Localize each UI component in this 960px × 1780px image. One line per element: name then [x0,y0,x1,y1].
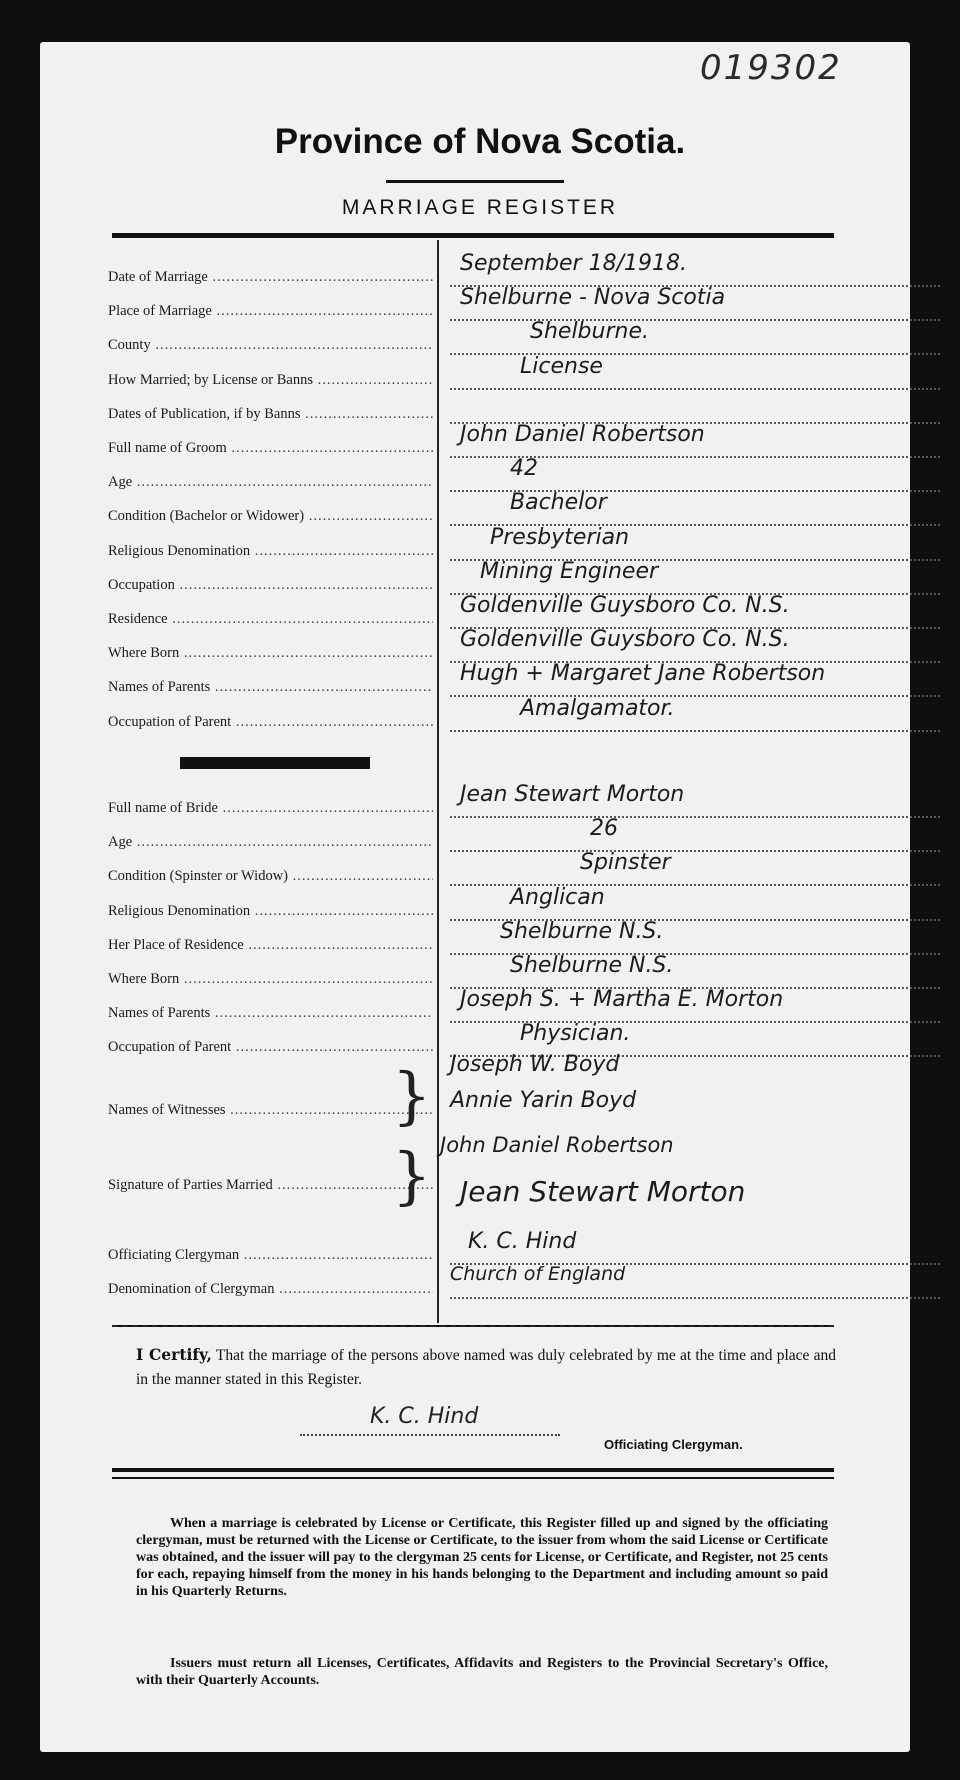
bride-field-label: Condition (Spinster or Widow) ..... [108,868,433,885]
groom-row [108,490,960,528]
groom-field-label: Residence ..... [108,611,433,628]
groom-field-value: Shelburne. [530,319,649,345]
groom-row [108,558,960,597]
groom-row [108,319,960,357]
parties-brace: } [392,1139,432,1212]
bride-field-label: Her Place of Residence ..... [108,937,433,954]
groom-field-value: License [520,353,603,379]
parties-label: Signature of Parties Married ..... [108,1177,433,1194]
title-underline [386,180,564,183]
witnesses-label: Names of Witnesses ..... [108,1102,433,1119]
section-separator [180,757,370,769]
certification-divider [112,1325,834,1327]
bride-field-value: Physician. [520,1021,631,1047]
groom-row [108,695,960,734]
groom-field-value: Goldenville Guysboro Co. N.S. [460,593,790,618]
groom-field-value: John Daniel Robertson [460,422,705,447]
groom-row [108,353,960,392]
groom-row [108,392,960,426]
bride-field-leader [450,828,940,852]
clergy-denomination-value: Church of England [450,1263,626,1285]
instructions-paragraph: When a marriage is celebrated by License or Certificate, this Register filled up and signed by the officiating clergyman, must be returned with the License or Certificate, to the issuer from whom the said License or Certificate was obtained, and the issuer will pay to the clergyman 25 cents for License, or Certificate, and Register, not 25 cents for each, repaying himself from the money in his hands belonging to the Department and including amount so paid in his Quarterly Returns. [136,1516,828,1599]
bride-field-label: Religious Denomination ..... [108,903,433,920]
bride-row [108,918,960,957]
groom-field-value: Mining Engineer [480,558,659,584]
groom-field-label: Place of Marriage ..... [108,303,433,320]
groom-field-value: Amalgamator. [520,695,675,721]
groom-row [108,251,960,289]
groom-field-value: Goldenville Guysboro Co. N.S. [460,627,790,653]
groom-field-label: Occupation of Parent ..... [108,714,433,731]
groom-field-label: Names of Parents ..... [108,679,433,696]
bride-row [108,850,960,888]
bride-field-value: 26 [590,816,618,842]
groom-field-value: September 18/1918. [460,251,687,276]
bride-row [108,987,960,1025]
bride-field-label: Age ..... [108,834,433,851]
officiating-clergyman-label: Officiating Clergyman ..... [108,1247,433,1264]
header-divider [112,233,834,238]
clergy-denomination-label: Denomination of Clergyman ..... [108,1281,433,1298]
certification-text [136,1343,836,1392]
groom-row [108,524,960,563]
bride-row [108,884,960,923]
officiating-clergyman-value: K. C. Hind [468,1229,577,1254]
bride-field-value: Spinster [580,850,671,876]
groom-field-value: Bachelor [510,490,607,516]
witness-2: Annie Yarin Boyd [450,1088,637,1113]
groom-field-label: How Married; by License or Banns ..... [108,372,433,389]
certify-lead: I Certify, [136,1345,212,1364]
witnesses-brace: } [392,1059,432,1132]
form-title: Province of Nova Scotia. [274,122,686,161]
party-bride-signature: Jean Stewart Morton [460,1175,746,1208]
groom-row [108,456,960,494]
groom-field-label: Full name of Groom ..... [108,440,433,457]
groom-field-leader [450,331,940,355]
bride-field-value: Shelburne N.S. [500,918,664,944]
bride-field-value: Jean Stewart Morton [460,782,685,807]
notes-divider-thick [112,1468,834,1472]
party-groom-signature: John Daniel Robertson [440,1133,674,1157]
bride-field-label: Names of Parents ..... [108,1005,433,1022]
officiating-caption: Officiating Clergyman. [604,1437,743,1452]
groom-field-label: Where Born ..... [108,645,433,662]
issuers-paragraph: Issuers must return all Licenses, Certificates, Affidavits and Registers to the Provincial Secretary's Office, with their Quarterly Accounts. [136,1656,828,1688]
clergy-signature: K. C. Hind [370,1404,479,1429]
groom-field-label: Occupation ..... [108,577,433,594]
bride-field-value: Shelburne N.S. [510,953,674,978]
groom-field-leader [450,400,940,424]
bride-field-value: Anglican [510,884,605,910]
witness-1: Joseph W. Boyd [450,1052,620,1077]
bride-field-value: Joseph S. + Martha E. Morton [460,987,784,1013]
notes-divider-thin [112,1477,834,1479]
bride-field-leader [450,862,940,886]
document-number: 019302 [700,48,842,88]
bride-row [108,816,960,854]
groom-field-value: Hugh + Margaret Jane Robertson [460,661,826,687]
bride-row [108,953,960,991]
groom-field-label: Age ..... [108,474,433,491]
bride-row [108,782,960,820]
form-subtitle: MARRIAGE REGISTER [341,196,619,219]
groom-row [108,661,960,699]
groom-row [108,422,960,460]
bride-field-label: Occupation of Parent ..... [108,1039,433,1056]
groom-field-label: County ..... [108,337,433,354]
bride-field-label: Full name of Bride ..... [108,800,433,817]
groom-field-label: Date of Marriage ..... [108,269,433,286]
groom-field-value: Presbyterian [490,524,630,550]
officiating-clergyman-row [108,1229,960,1267]
groom-field-value: Shelburne - Nova Scotia [460,285,726,311]
groom-field-label: Condition (Bachelor or Widower) ..... [108,508,433,525]
groom-row [108,593,960,631]
clergy-signature-line [300,1404,560,1436]
bride-field-label: Where Born ..... [108,971,433,988]
groom-field-value: 42 [510,456,538,482]
groom-field-label: Dates of Publication, if by Banns ..... [108,406,433,423]
groom-row [108,627,960,665]
groom-field-label: Religious Denomination ..... [108,543,433,560]
clergy-denomination-row [108,1263,960,1301]
groom-row [108,285,960,323]
certify-body: That the marriage of the persons above named was duly celebrated by me at the time and place and in the manner stated in this Register. [136,1347,837,1388]
